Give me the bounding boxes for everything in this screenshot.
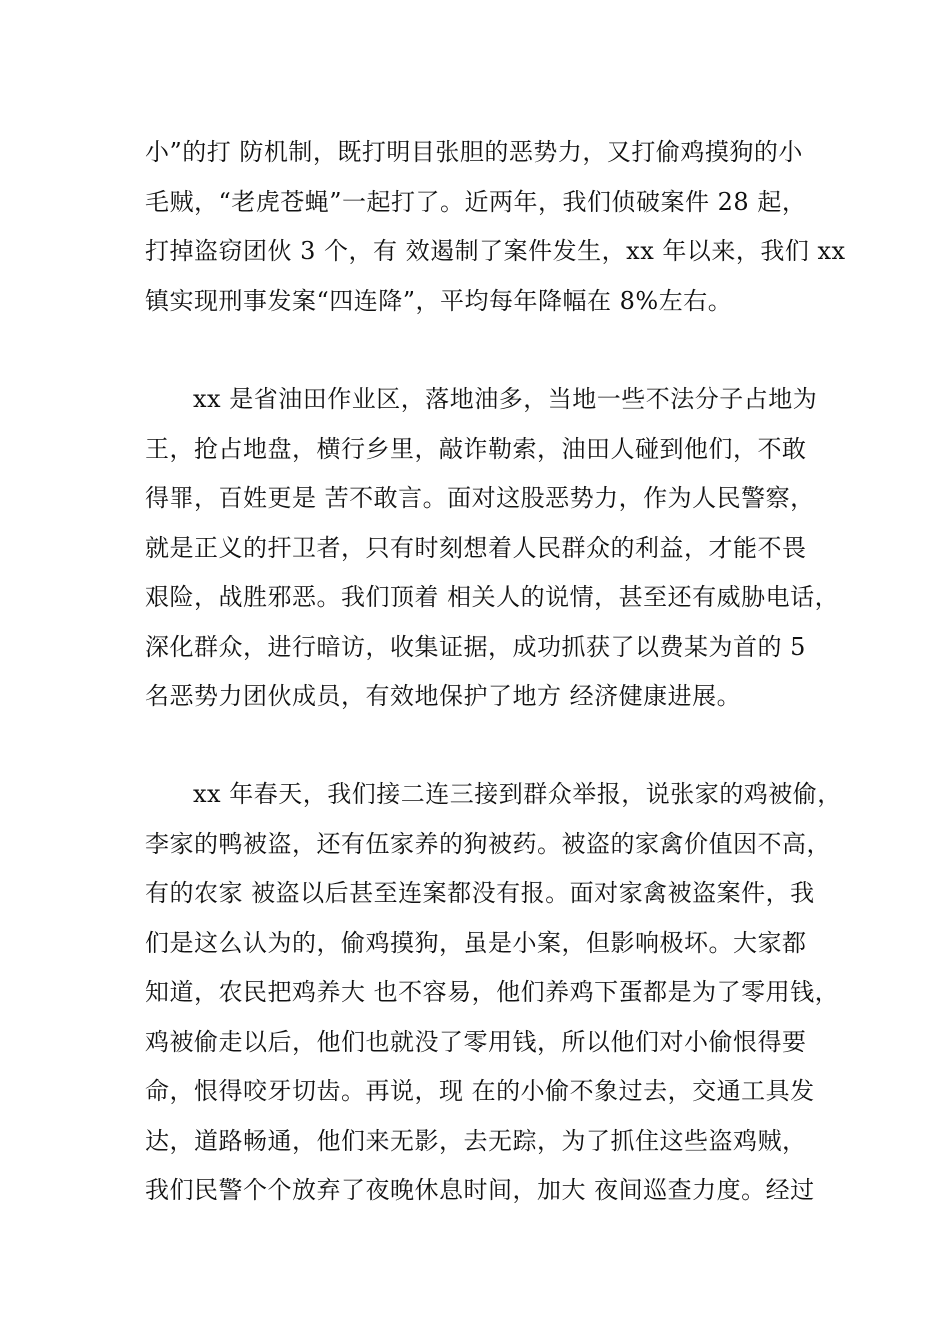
paragraph-line: 打掉盗窃团伙 3 个，有 效遏制了案件发生，xx 年以来，我们 xx bbox=[145, 237, 846, 265]
paragraph-line: xx 是省油田作业区，落地油多，当地一些不法分子占地为 bbox=[193, 385, 818, 413]
paragraph-line: 知道，农民把鸡养大 也不容易，他们养鸡下蛋都是为了零用钱， bbox=[145, 978, 840, 1006]
paragraph-1 bbox=[145, 128, 846, 326]
paragraph-line: 达，道路畅通，他们来无影，去无踪，为了抓住这些盗鸡贼， bbox=[145, 1126, 807, 1155]
paragraph-2 bbox=[145, 375, 840, 722]
paragraph-line: xx 年春天，我们接二连三接到群众举报，说张家的鸡被偷， bbox=[193, 780, 842, 808]
paragraph-line: 们是这么认为的，偷鸡摸狗，虽是小案，但影响极坏。大家都 bbox=[145, 928, 807, 957]
paragraph-line: 有的农家 被盗以后甚至连案都没有报。面对家禽被盗案件，我 bbox=[145, 879, 815, 907]
paragraph-line: 鸡被偷走以后，他们也就没了零用钱，所以他们对小偷恨得要 bbox=[145, 1027, 807, 1056]
paragraph-line: 得罪，百姓更是 苦不敢言。面对这股恶势力，作为人民警察， bbox=[145, 484, 815, 512]
paragraph-line: 镇实现刑事发案“四连降”，平均每年降幅在 8%左右。 bbox=[145, 286, 733, 315]
paragraph-line: 深化群众，进行暗访，收集证据，成功抓获了以费某为首的 5 bbox=[145, 632, 806, 661]
paragraph-3 bbox=[145, 770, 842, 1216]
paragraph-line: 就是正义的扞卫者，只有时刻想着人民群众的利益，才能不畏 bbox=[145, 533, 807, 562]
paragraph-line: 王，抢占地盘，横行乡里，敲诈勒索，油田人碰到他们，不敢 bbox=[145, 434, 807, 463]
paragraph-line: 名恶势力团伙成员，有效地保护了地方 经济健康进展。 bbox=[145, 682, 742, 710]
paragraph-line: 小”的打 防机制，既打明目张胆的恶势力，又打偷鸡摸狗的小 bbox=[145, 138, 803, 166]
paragraph-line: 命，恨得咬牙切齿。再说，现 在的小偷不象过去，交通工具发 bbox=[145, 1077, 815, 1105]
paragraph-line: 我们民警个个放弃了夜晚休息时间，加大 夜间巡查力度。经过 bbox=[145, 1176, 815, 1204]
paragraph-line: 毛贼，“老虎苍蝇”一起打了。近两年，我们侦破案件 28 起， bbox=[145, 187, 807, 216]
paragraph-line: 李家的鸭被盗，还有伍家养的狗被药。被盗的家禽价值因不高， bbox=[145, 829, 831, 858]
paragraph-line: 艰险，战胜邪恶。我们顶着 相关人的说情，甚至还有威胁电话， bbox=[145, 583, 840, 611]
